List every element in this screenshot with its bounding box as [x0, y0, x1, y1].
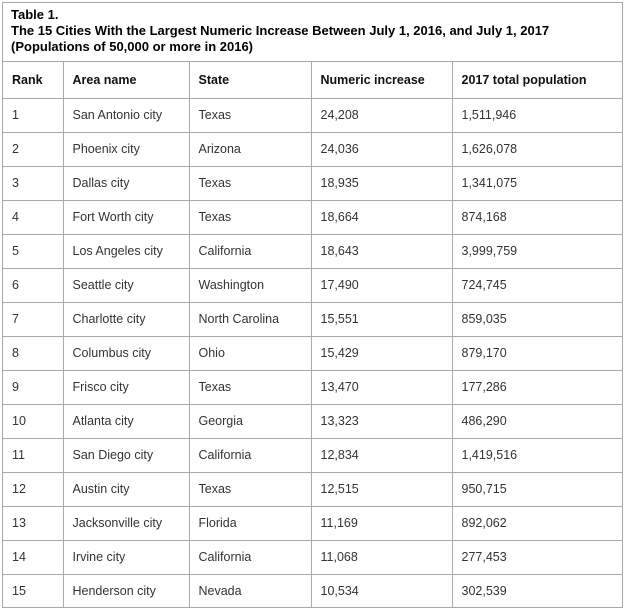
header-area-name: Area name	[63, 62, 189, 98]
cell-state: Georgia	[189, 404, 311, 438]
cell-rank: 14	[3, 540, 63, 574]
cell-area-name: Dallas city	[63, 166, 189, 200]
cell-numeric-increase: 15,551	[311, 302, 452, 336]
cell-total-population: 177,286	[452, 370, 622, 404]
cell-numeric-increase: 11,169	[311, 506, 452, 540]
cell-area-name: Columbus city	[63, 336, 189, 370]
table-row	[3, 370, 622, 404]
cell-state: Ohio	[189, 336, 311, 370]
table-row	[3, 574, 622, 608]
cell-total-population: 724,745	[452, 268, 622, 302]
cell-area-name: Charlotte city	[63, 302, 189, 336]
table-row	[3, 506, 622, 540]
table-subtitle: (Populations of 50,000 or more in 2016)	[11, 39, 254, 54]
table-row	[3, 404, 622, 438]
cell-state: California	[189, 234, 311, 268]
cell-numeric-increase: 17,490	[311, 268, 452, 302]
cell-state: Texas	[189, 200, 311, 234]
cell-numeric-increase: 12,515	[311, 472, 452, 506]
header-state: State	[189, 62, 311, 98]
cell-numeric-increase: 18,935	[311, 166, 452, 200]
table-title: The 15 Cities With the Largest Numeric Increase Between July 1, 2016, and July 1, 2017	[11, 23, 550, 38]
cell-area-name: Los Angeles city	[63, 234, 189, 268]
cell-rank: 8	[3, 336, 63, 370]
cell-area-name: Atlanta city	[63, 404, 189, 438]
cell-numeric-increase: 11,068	[311, 540, 452, 574]
data-table-container	[2, 2, 623, 608]
table-body	[3, 98, 622, 608]
cell-total-population: 1,626,078	[452, 132, 622, 166]
cell-rank: 1	[3, 98, 63, 132]
header-row	[3, 62, 622, 98]
table-row	[3, 166, 622, 200]
cell-numeric-increase: 15,429	[311, 336, 452, 370]
header-rank: Rank	[3, 62, 63, 98]
table-caption	[3, 3, 622, 62]
table-row	[3, 132, 622, 166]
cell-rank: 7	[3, 302, 63, 336]
table-row	[3, 268, 622, 302]
cell-rank: 11	[3, 438, 63, 472]
cell-total-population: 859,035	[452, 302, 622, 336]
cell-total-population: 879,170	[452, 336, 622, 370]
table-label: Table 1.	[11, 7, 59, 22]
cell-numeric-increase: 18,664	[311, 200, 452, 234]
cell-numeric-increase: 12,834	[311, 438, 452, 472]
table-row	[3, 234, 622, 268]
header-numeric-increase: Numeric increase	[311, 62, 452, 98]
cell-rank: 15	[3, 574, 63, 608]
cell-total-population: 1,419,516	[452, 438, 622, 472]
cell-state: California	[189, 438, 311, 472]
header-total-population: 2017 total population	[452, 62, 622, 98]
cell-rank: 9	[3, 370, 63, 404]
table-row	[3, 336, 622, 370]
cell-area-name: San Diego city	[63, 438, 189, 472]
cell-area-name: Fort Worth city	[63, 200, 189, 234]
cell-state: Washington	[189, 268, 311, 302]
table-row	[3, 540, 622, 574]
cell-rank: 4	[3, 200, 63, 234]
cell-total-population: 3,999,759	[452, 234, 622, 268]
table-row	[3, 472, 622, 506]
cell-rank: 3	[3, 166, 63, 200]
cities-table	[3, 62, 622, 608]
cell-state: North Carolina	[189, 302, 311, 336]
cell-rank: 13	[3, 506, 63, 540]
cell-total-population: 1,341,075	[452, 166, 622, 200]
cell-state: Texas	[189, 472, 311, 506]
cell-rank: 10	[3, 404, 63, 438]
cell-area-name: Phoenix city	[63, 132, 189, 166]
table-row	[3, 98, 622, 132]
cell-state: Texas	[189, 370, 311, 404]
cell-numeric-increase: 13,323	[311, 404, 452, 438]
cell-area-name: San Antonio city	[63, 98, 189, 132]
cell-numeric-increase: 24,208	[311, 98, 452, 132]
cell-area-name: Henderson city	[63, 574, 189, 608]
table-row	[3, 200, 622, 234]
table-row	[3, 302, 622, 336]
cell-area-name: Seattle city	[63, 268, 189, 302]
cell-total-population: 1,511,946	[452, 98, 622, 132]
cell-area-name: Jacksonville city	[63, 506, 189, 540]
cell-area-name: Irvine city	[63, 540, 189, 574]
cell-numeric-increase: 13,470	[311, 370, 452, 404]
cell-state: Florida	[189, 506, 311, 540]
cell-rank: 6	[3, 268, 63, 302]
table-row	[3, 438, 622, 472]
cell-total-population: 302,539	[452, 574, 622, 608]
cell-total-population: 892,062	[452, 506, 622, 540]
cell-area-name: Austin city	[63, 472, 189, 506]
cell-total-population: 874,168	[452, 200, 622, 234]
cell-state: Texas	[189, 166, 311, 200]
cell-total-population: 277,453	[452, 540, 622, 574]
cell-state: California	[189, 540, 311, 574]
cell-rank: 5	[3, 234, 63, 268]
cell-numeric-increase: 18,643	[311, 234, 452, 268]
cell-total-population: 486,290	[452, 404, 622, 438]
cell-rank: 12	[3, 472, 63, 506]
cell-total-population: 950,715	[452, 472, 622, 506]
cell-state: Texas	[189, 98, 311, 132]
cell-numeric-increase: 10,534	[311, 574, 452, 608]
cell-rank: 2	[3, 132, 63, 166]
cell-state: Arizona	[189, 132, 311, 166]
cell-numeric-increase: 24,036	[311, 132, 452, 166]
cell-state: Nevada	[189, 574, 311, 608]
cell-area-name: Frisco city	[63, 370, 189, 404]
